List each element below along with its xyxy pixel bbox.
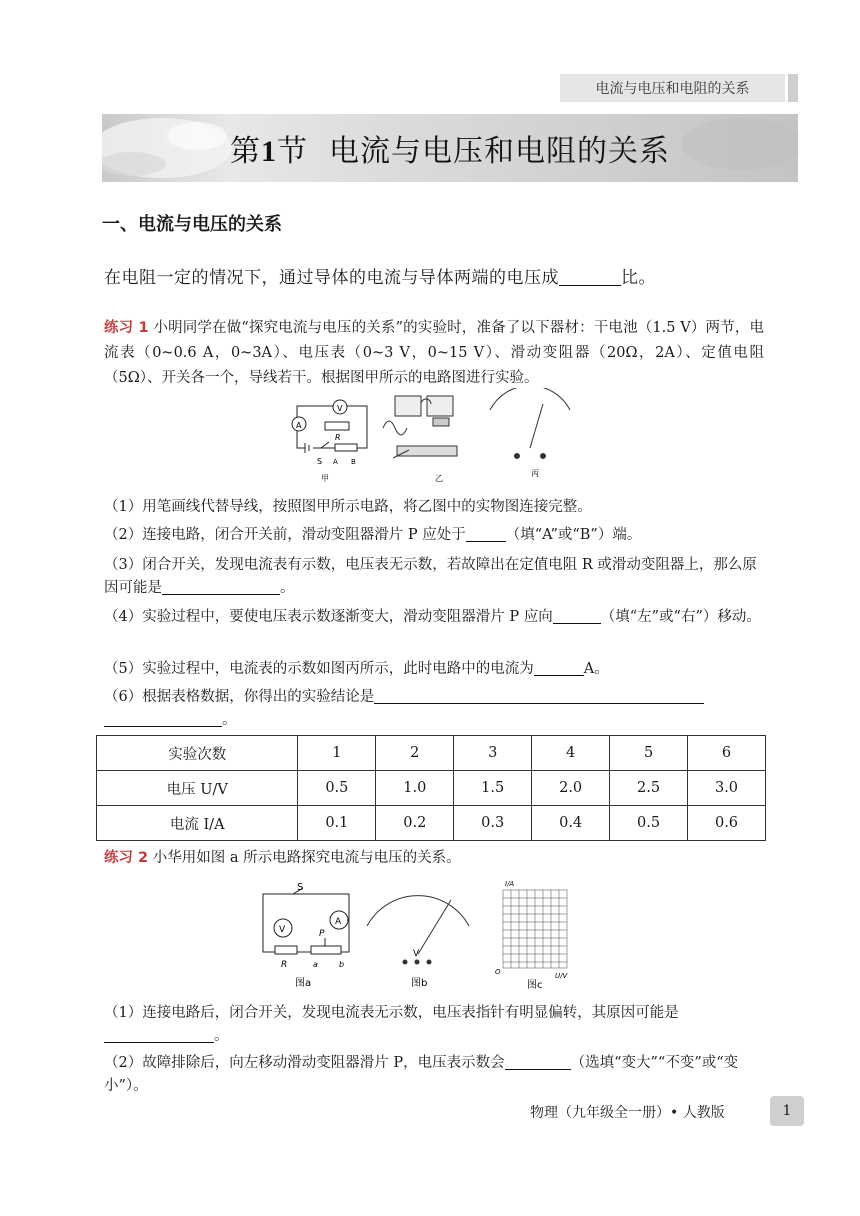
figure-bing-caption: 丙 bbox=[531, 469, 539, 478]
exercise2-label: 练习 2 bbox=[104, 850, 149, 866]
running-header: 电流与电压和电阻的关系 bbox=[560, 74, 785, 102]
exercise1-label: 练习 1 bbox=[104, 320, 149, 336]
q6-answer-blank-line2[interactable] bbox=[104, 712, 222, 728]
table-cell: 3 bbox=[454, 736, 532, 771]
q3-text-end: 。 bbox=[280, 580, 295, 596]
exercise1-question-4 bbox=[104, 606, 764, 629]
terminal-a-label: A bbox=[333, 458, 338, 466]
voltmeter-label-a: V bbox=[279, 925, 286, 935]
exercise2-body: 小华用如图 a 所示电路探究电流与电压的关系。 bbox=[152, 850, 461, 866]
physical-circuit-yi bbox=[383, 396, 457, 458]
resistor-label-a: R bbox=[281, 960, 288, 970]
table-cell: 1.5 bbox=[454, 771, 532, 806]
header-tab-decoration bbox=[788, 74, 798, 102]
current-axis-label: I/A bbox=[505, 880, 515, 888]
q4-text: （4）实验过程中，要使电压表示数逐渐变大，滑动变阻器滑片 P 应向 bbox=[104, 609, 553, 625]
terminal-a-label-2: a bbox=[313, 960, 318, 969]
table-cell: 1 bbox=[298, 736, 376, 771]
table-cell: 电流 I/A bbox=[97, 806, 298, 841]
table-cell: 0.3 bbox=[454, 806, 532, 841]
table-cell: 电压 U/V bbox=[97, 771, 298, 806]
exercise1-figure-svg bbox=[285, 388, 585, 488]
title-prefix: 第 bbox=[229, 134, 261, 169]
title-number: 1 bbox=[260, 135, 277, 168]
ammeter-label-a: A bbox=[335, 917, 342, 927]
table-cell: 3.0 bbox=[688, 771, 766, 806]
footer-book-title: 物理（九年级全一册）• 人教版 bbox=[530, 1105, 725, 1121]
table-cell: 0.1 bbox=[298, 806, 376, 841]
origin-label: O bbox=[495, 968, 501, 976]
q2-text: （2）连接电路，闭合开关前，滑动变阻器滑片 P 应处于 bbox=[104, 527, 466, 543]
exercise2-text bbox=[104, 846, 764, 871]
exercise1-question-2 bbox=[104, 524, 764, 547]
ammeter-label-jia: A bbox=[296, 421, 302, 430]
ammeter-dial-bing bbox=[490, 388, 570, 459]
table-cell: 2.5 bbox=[610, 771, 688, 806]
answer-blank[interactable] bbox=[559, 268, 621, 286]
figure-jia-caption: 甲 bbox=[321, 474, 329, 483]
exercise1-question-6 bbox=[104, 686, 764, 732]
q3-answer-blank[interactable] bbox=[162, 580, 280, 596]
q5-text: （5）实验过程中，电流表的示数如图丙所示，此时电路中的电流为 bbox=[104, 661, 534, 677]
switch-label-a: S bbox=[297, 882, 304, 893]
voltage-axis-label: U/V bbox=[555, 972, 568, 980]
section-heading: 一、电流与电压的关系 bbox=[102, 214, 282, 235]
figure-c-caption: 图c bbox=[527, 980, 543, 991]
figure-b-caption: 图b bbox=[411, 978, 428, 989]
terminal-b-label: B bbox=[351, 458, 356, 466]
table-cell: 4 bbox=[532, 736, 610, 771]
exercise1-question-5 bbox=[104, 658, 764, 681]
table-row bbox=[97, 736, 766, 771]
e2-q1-text-end: 。 bbox=[214, 1028, 229, 1044]
exercise1-question-1: （1）用笔画线代替导线，按照图甲所示电路，将乙图中的实物图连接完整。 bbox=[104, 499, 592, 515]
exercise2-question-2 bbox=[104, 1052, 764, 1098]
exercise1-text bbox=[104, 316, 764, 391]
e2-q2-text: （2）故障排除后，向左移动滑动变阻器滑片 P，电压表示数会 bbox=[104, 1055, 505, 1071]
exercise2-figure bbox=[255, 876, 575, 998]
table-cell: 0.4 bbox=[532, 806, 610, 841]
q2-text-end: （填“A”或“B”）端。 bbox=[505, 527, 642, 543]
title-suffix: 节 电流与电压和电阻的关系 bbox=[276, 134, 671, 169]
exercise1-question-3 bbox=[104, 554, 764, 600]
e2-q1-answer-blank[interactable] bbox=[104, 1028, 214, 1044]
q4-answer-blank[interactable] bbox=[553, 609, 601, 625]
table-cell: 0.6 bbox=[688, 806, 766, 841]
table-row bbox=[97, 806, 766, 841]
switch-label-jia: S bbox=[317, 457, 323, 466]
table-cell: 2.0 bbox=[532, 771, 610, 806]
table-cell: 2 bbox=[376, 736, 454, 771]
figure-a-caption: 图a bbox=[295, 978, 312, 989]
page-number: 1 bbox=[770, 1096, 804, 1126]
q5-text-end: A。 bbox=[583, 661, 609, 677]
e2-q1-text: （1）连接电路后，闭合开关，发现电流表无示数，电压表指针有明显偏转，其原因可能是 bbox=[104, 1005, 679, 1021]
table-cell: 0.5 bbox=[610, 806, 688, 841]
resistor-label-jia: R bbox=[335, 433, 341, 442]
q4-text-end: （填“左”或“右”）移动。 bbox=[600, 609, 761, 625]
key-statement-end: 比。 bbox=[621, 268, 656, 288]
figure-yi-caption: 乙 bbox=[435, 474, 443, 483]
terminal-b-label-2: b bbox=[339, 960, 345, 969]
q2-answer-blank[interactable] bbox=[466, 527, 506, 543]
title-banner bbox=[102, 114, 798, 182]
exercise2-question-1 bbox=[104, 1002, 764, 1048]
table-row bbox=[97, 771, 766, 806]
exercise1-figure bbox=[285, 388, 585, 492]
exercise1-body: 小明同学在做“探究电流与电压的关系”的实验时，准备了以下器材：干电池（1.5 V）两节，电流表（0~0.6 A，0~3A）、电压表（0~3 V，0~15 V）、滑动变阻器（20Ω，2A）、定值电阻（5Ω）、开关各一个，导线若干。根据图甲所示的电路图进行实验。 bbox=[104, 320, 765, 386]
table-cell: 实验次数 bbox=[97, 736, 298, 771]
key-statement-text: 在电阻一定的情况下，通过导体的电流与导体两端的电压成 bbox=[104, 268, 559, 288]
exercise2-figure-svg bbox=[255, 876, 575, 994]
table-cell: 6 bbox=[688, 736, 766, 771]
table-cell: 1.0 bbox=[376, 771, 454, 806]
e2-q2-answer-blank[interactable] bbox=[505, 1055, 571, 1071]
table-cell: 5 bbox=[610, 736, 688, 771]
q6-answer-blank-line1[interactable] bbox=[374, 689, 704, 705]
voltmeter-label-b: V bbox=[413, 949, 420, 959]
table-cell: 0.5 bbox=[298, 771, 376, 806]
q6-text-end: 。 bbox=[222, 712, 237, 728]
circuit-diagram-jia bbox=[292, 400, 367, 453]
q6-text: （6）根据表格数据，你得出的实验结论是 bbox=[104, 689, 375, 705]
q3-text: （3）闭合开关，发现电流表有示数，电压表无示数，若故障出在定值电阻 R 或滑动变阻器上，那么原因可能是 bbox=[104, 557, 757, 596]
table-cell: 0.2 bbox=[376, 806, 454, 841]
graph-grid-c bbox=[503, 890, 567, 968]
e2-q2-text-end: （选填“变大”“不变”或“变小”）。 bbox=[104, 1055, 739, 1094]
page-title bbox=[102, 126, 798, 170]
data-table bbox=[96, 735, 766, 841]
q5-answer-blank[interactable] bbox=[534, 661, 584, 677]
key-statement bbox=[104, 263, 656, 288]
voltmeter-label-jia: V bbox=[337, 404, 343, 413]
slider-label-a: P bbox=[319, 929, 325, 939]
